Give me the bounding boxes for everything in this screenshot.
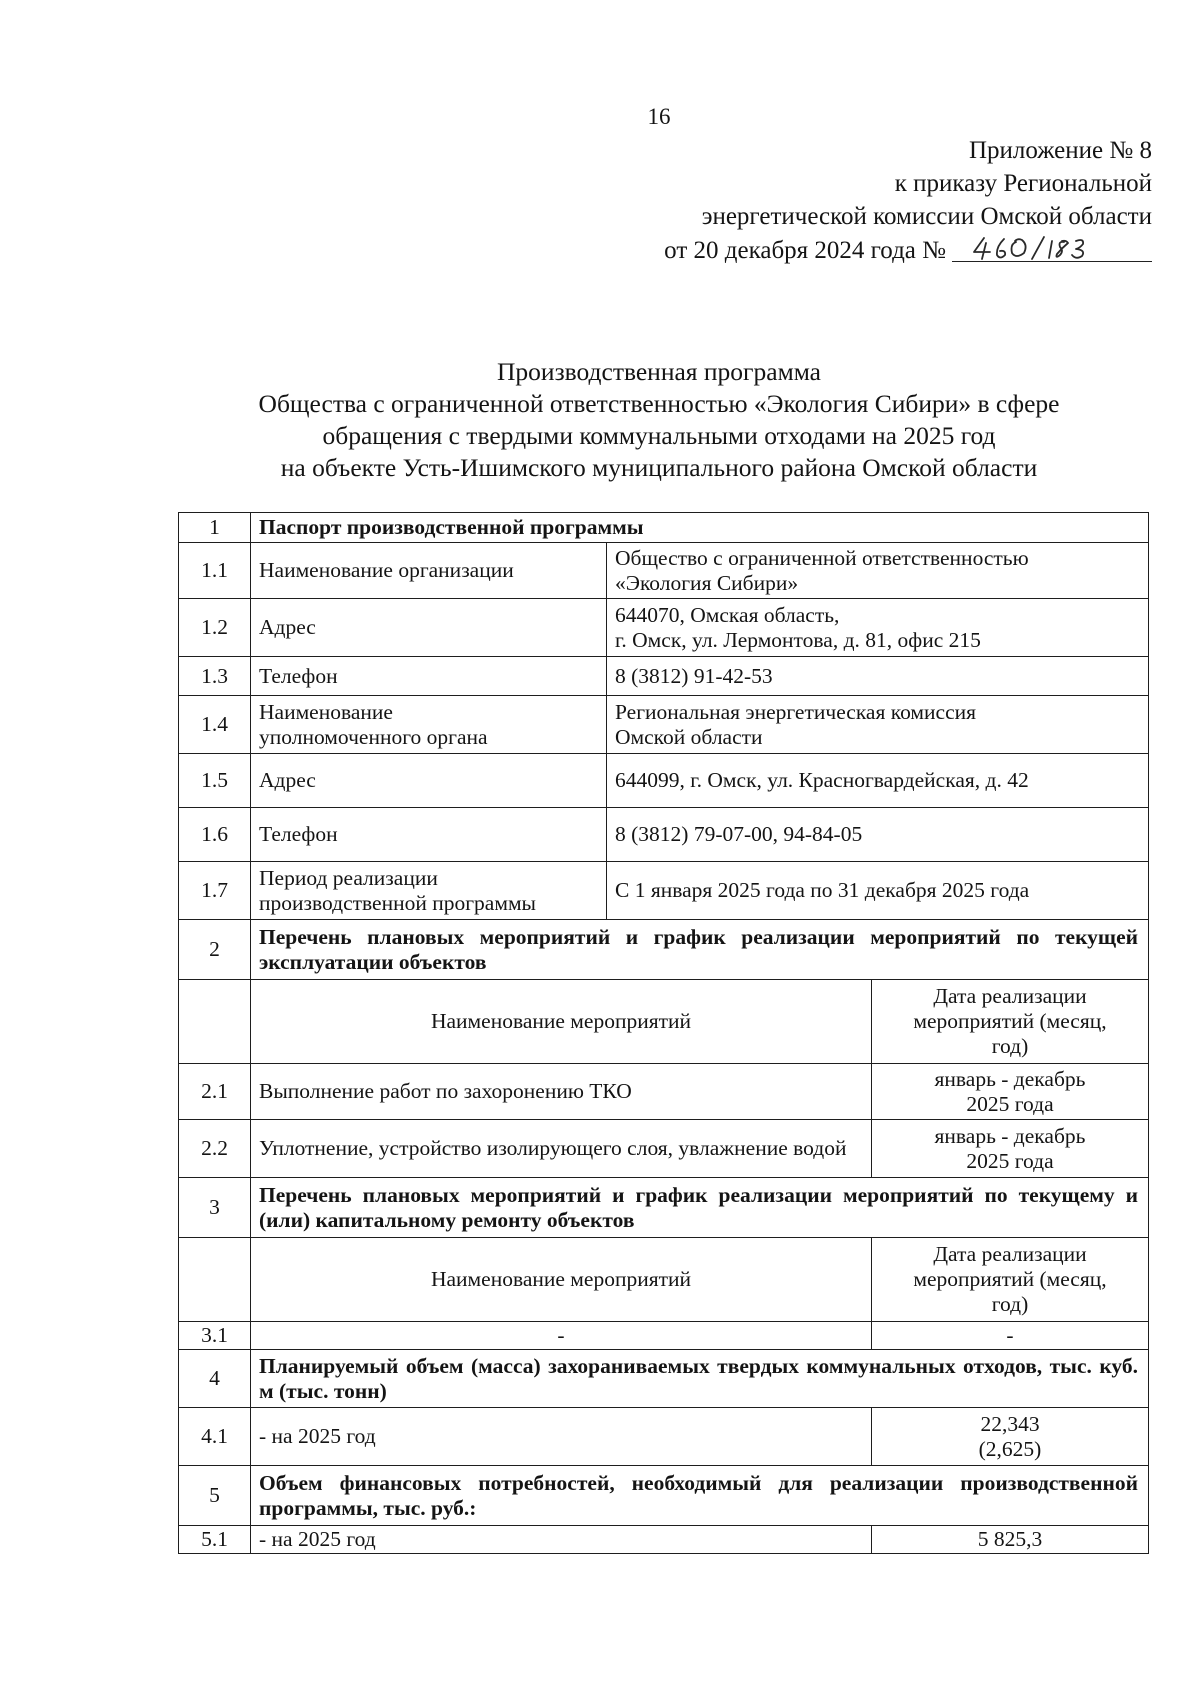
row-label: Телефон	[251, 657, 607, 696]
value-line: Региональная энергетическая комиссия	[615, 699, 977, 724]
header-activity-name: Наименование мероприятий	[251, 1238, 872, 1322]
header-date	[872, 1238, 1149, 1322]
row-label	[251, 696, 607, 754]
row-label: -	[251, 1322, 872, 1350]
row-label: - на 2025 год	[251, 1526, 872, 1554]
label-line: Период реализации	[259, 865, 438, 890]
value-line: «Экология Сибири»	[615, 570, 799, 595]
row-label: Уплотнение, устройство изолирующего слоя, увлажнение водой	[251, 1120, 872, 1178]
section-title: Объем финансовых потребностей, необходимый для реализации производственной программы, тыс. руб.:	[251, 1466, 1149, 1526]
row-number: 1.5	[179, 754, 251, 808]
row-number: 1.2	[179, 599, 251, 657]
row-value: С 1 января 2025 года по 31 декабря 2025 года	[607, 862, 1149, 920]
section-number: 5	[179, 1466, 251, 1526]
title-line-1: Производственная программа	[497, 357, 821, 386]
row-number: 3.1	[179, 1322, 251, 1350]
table-row	[179, 808, 1149, 862]
row-label: Телефон	[251, 808, 607, 862]
row-label: Адрес	[251, 599, 607, 657]
value-line: г. Омск, ул. Лермонтова, д. 81, офис 215	[615, 627, 981, 652]
value-line: 22,343	[980, 1411, 1040, 1436]
section-title: Перечень плановых мероприятий и график реализации мероприятий по текущей эксплуатации объектов	[251, 920, 1149, 980]
row-number: 1.4	[179, 696, 251, 754]
appendix-header	[432, 134, 1152, 267]
header-line: год)	[991, 1034, 1029, 1058]
section-2-row	[179, 920, 1149, 980]
title-line-3: обращения с твердыми коммунальными отходами на 2025 год	[322, 421, 996, 450]
table-row	[179, 862, 1149, 920]
handwritten-order-number	[952, 233, 1152, 262]
row-label: - на 2025 год	[251, 1408, 872, 1466]
row-value: 8 (3812) 79-07-00, 94-84-05	[607, 808, 1149, 862]
empty-cell	[179, 1238, 251, 1322]
row-value	[607, 696, 1149, 754]
section-3-row	[179, 1178, 1149, 1238]
row-date	[872, 1064, 1149, 1120]
value-line: Общество с ограниченной ответственностью	[615, 545, 1029, 570]
date-line: 2025 года	[966, 1148, 1054, 1173]
table-row	[179, 696, 1149, 754]
table-row	[179, 657, 1149, 696]
header-line: Дата реализации	[933, 984, 1087, 1008]
value-line: 644070, Омская область,	[615, 602, 840, 627]
date-line: январь - декабрь	[934, 1066, 1086, 1091]
empty-cell	[179, 980, 251, 1064]
row-number: 1.7	[179, 862, 251, 920]
value-line: Омской области	[615, 724, 763, 749]
label-line: уполномоченного органа	[259, 724, 488, 749]
appendix-commission: энергетической комиссии Омской области	[701, 203, 1152, 230]
header-line: мероприятий (месяц,	[913, 1267, 1107, 1291]
row-label: Наименование организации	[251, 543, 607, 599]
date-line: январь - декабрь	[934, 1123, 1086, 1148]
row-date	[872, 1120, 1149, 1178]
section-4-row	[179, 1350, 1149, 1408]
row-number: 1.6	[179, 808, 251, 862]
header-date	[872, 980, 1149, 1064]
section-title: Планируемый объем (масса) захораниваемых твердых коммунальных отходов, тыс. куб. м (тыс. тонн)	[251, 1350, 1149, 1408]
row-value: 644099, г. Омск, ул. Красногвардейская, д. 42	[607, 754, 1149, 808]
order-date-line	[432, 233, 1152, 267]
header-activity-name: Наименование мероприятий	[251, 980, 872, 1064]
header-line: мероприятий (месяц,	[913, 1009, 1107, 1033]
table-row	[179, 754, 1149, 808]
row-value	[607, 543, 1149, 599]
table-row	[179, 1526, 1149, 1554]
section-title: Перечень плановых мероприятий и график реализации мероприятий по текущему и (или) капитальному ремонту объектов	[251, 1178, 1149, 1238]
row-number: 4.1	[179, 1408, 251, 1466]
table-row	[179, 1322, 1149, 1350]
row-value: 5 825,3	[872, 1526, 1149, 1554]
header-line: Дата реализации	[933, 1242, 1087, 1266]
section-number: 4	[179, 1350, 251, 1408]
section-title: Паспорт производственной программы	[251, 513, 1149, 543]
table-row	[179, 1064, 1149, 1120]
order-date: от 20 декабря 2024 года №	[664, 237, 946, 264]
row-number: 5.1	[179, 1526, 251, 1554]
row-number: 1.1	[179, 543, 251, 599]
appendix-order-ref: к приказу Региональной	[894, 170, 1152, 197]
row-value	[607, 599, 1149, 657]
row-number: 1.3	[179, 657, 251, 696]
label-line: производственной программы	[259, 890, 537, 915]
section-1-row	[179, 513, 1149, 543]
row-label: Адрес	[251, 754, 607, 808]
title-line-2: Общества с ограниченной ответственностью «Экология Сибири» в сфере	[258, 389, 1060, 418]
row-value: 8 (3812) 91-42-53	[607, 657, 1149, 696]
row-label: Выполнение работ по захоронению ТКО	[251, 1064, 872, 1120]
row-number: 2.1	[179, 1064, 251, 1120]
row-value	[872, 1408, 1149, 1466]
document-title	[0, 356, 1200, 484]
row-date: -	[872, 1322, 1149, 1350]
section-number: 1	[179, 513, 251, 543]
section-5-row	[179, 1466, 1149, 1526]
date-line: 2025 года	[966, 1091, 1054, 1116]
value-line: (2,625)	[978, 1436, 1042, 1461]
program-table	[178, 512, 1149, 1554]
label-line: Наименование	[259, 699, 393, 724]
section-number: 2	[179, 920, 251, 980]
table-row	[179, 1120, 1149, 1178]
page-number: 16	[647, 104, 671, 129]
appendix-number: Приложение № 8	[968, 137, 1152, 164]
section-number: 3	[179, 1178, 251, 1238]
column-header-row	[179, 980, 1149, 1064]
table-row	[179, 1408, 1149, 1466]
title-line-4: на объекте Усть-Ишимского муниципального района Омской области	[280, 453, 1038, 482]
header-line: год)	[991, 1292, 1029, 1316]
row-label	[251, 862, 607, 920]
table-row	[179, 599, 1149, 657]
row-number: 2.2	[179, 1120, 251, 1178]
column-header-row	[179, 1238, 1149, 1322]
table-row	[179, 543, 1149, 599]
